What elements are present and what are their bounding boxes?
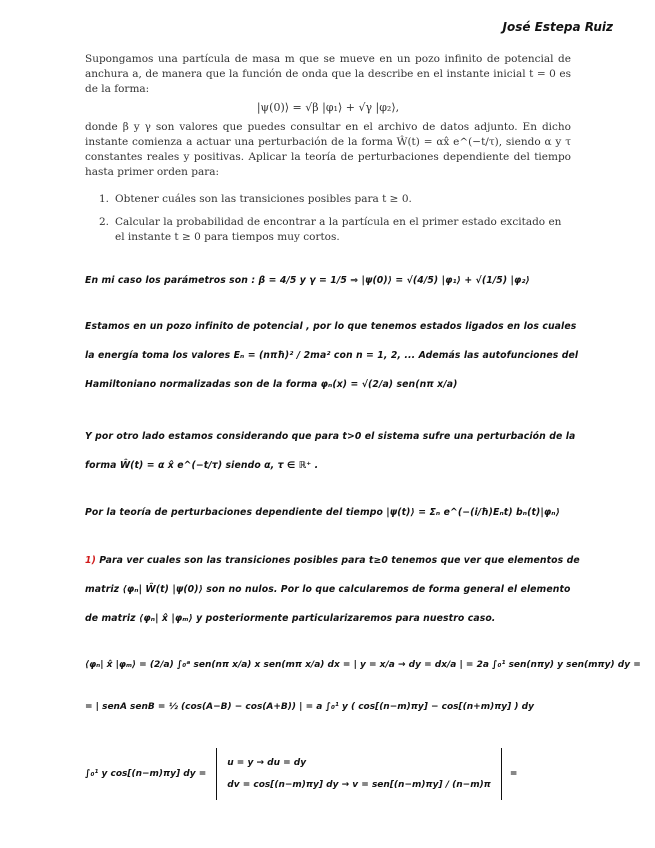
problem-statement: [85, 52, 571, 253]
item-number: 1.: [99, 193, 110, 205]
matrix-element-line-1: ⟨φₙ| x̂ |φₘ⟩ = (2/a) ∫₀ᵃ sen(nπ x/a) x sen(mπ x/a) dx = | y = x/a → dy = dx/a | = 2a ∫₀¹ sen(nπy) y sen(mπy) dy =: [85, 660, 641, 670]
integral-left: ∫₀¹ y cos[(n−m)πy] dy =: [85, 769, 207, 779]
handwritten-paragraph-1: [85, 312, 585, 399]
problem-item-2: [99, 215, 571, 245]
bound-states-text: Estamos en un pozo infinito de potencial , por lo que tenemos estados ligados en los cuales la energía toma los valores Eₙ = (nπħ)² / 2ma² con n = 1, 2, ... Además las autofunciones del Hamiltoniano normalizadas son de la forma φₙ(x) = √(2/a) sen(nπ x/a): [85, 321, 579, 390]
handwritten-parameters: [85, 266, 585, 295]
time-dependent-theory-text: Por la teoría de perturbaciones dependiente del tiempo |ψ(t)⟩ = Σₙ e^(−(i/ħ)Eₙt) bₙ(t)|φₙ⟩: [85, 507, 560, 518]
item-1-text: Para ver cuales son las transiciones posibles para t≥0 tenemos que ver que elementos de matriz ⟨φₙ| Ŵ(t) |ψ(0)⟩ son no nulos. Por lo que calcularemos de forma general el elemento de matriz ⟨φₙ| x̂ |φₘ⟩ y posteriormente particularizaremos para nuestro caso.: [85, 555, 580, 624]
handwritten-paragraph-3: [85, 498, 585, 527]
problem-paragraph-1: Supongamos una partícula de masa m que se mueve en un pozo infinito de potencial de anchura a, de manera que la función de onda que la describe en el instante inicial t = 0 es de la forma:: [85, 53, 571, 95]
dv-substitution: dv = cos[(n−m)πy] dy → v = sen[(n−m)πy] / (n−m)π: [227, 780, 491, 790]
handwritten-paragraph-2: [85, 422, 585, 480]
item-number: 2.: [99, 216, 110, 228]
substitution-box: [216, 748, 502, 800]
problem-paragraph-2: donde β y γ son valores que puedes consultar en el archivo de datos adjunto. En dicho instante comienza a actuar una perturbación de la forma Ŵ(t) = αx̂ e^(−t/τ), siendo α y τ constantes reales y positivas. Aplicar la teoría de perturbaciones dependiente del tiempo hasta primer orden para:: [85, 121, 571, 178]
matrix-element-line-2: = | senA senB = ½ (cos(A−B) − cos(A+B)) | = a ∫₀¹ y ( cos[(n−m)πy] − cos[(n+m)πy] ) dy: [85, 702, 534, 712]
u-substitution: u = y → du = dy: [227, 758, 307, 768]
author-name: José Estepa Ruiz: [502, 20, 613, 34]
handwritten-item-1: [85, 546, 585, 633]
item-1-marker: 1): [85, 555, 96, 566]
problem-item-1: [99, 192, 571, 207]
handwritten-math: [85, 660, 641, 800]
perturbation-text: Y por otro lado estamos considerando que para t>0 el sistema sufre una perturbación de la forma Ŵ(t) = α x̂ e^(−t/τ) siendo α, τ ∈ ℝ⁺ .: [85, 431, 576, 471]
equals-sign: =: [509, 769, 518, 779]
parameters-line: En mi caso los parámetros son : β = 4/5 y γ = 1/5 ⇒ |ψ(0)⟩ = √(4/5) |φ₁⟩ + √(1/5) |φ₂⟩: [85, 275, 530, 286]
integration-by-parts: [85, 748, 615, 800]
initial-state-equation: |ψ(0)⟩ = √β |φ₁⟩ + √γ |φ₂⟩,: [256, 101, 400, 114]
problem-items: [85, 192, 571, 245]
item-text: Calcular la probabilidad de encontrar a la partícula en el primer estado excitado en el instante t ≥ 0 para tiempos muy cortos.: [115, 216, 562, 243]
item-text: Obtener cuáles son las transiciones posibles para t ≥ 0.: [115, 193, 412, 205]
